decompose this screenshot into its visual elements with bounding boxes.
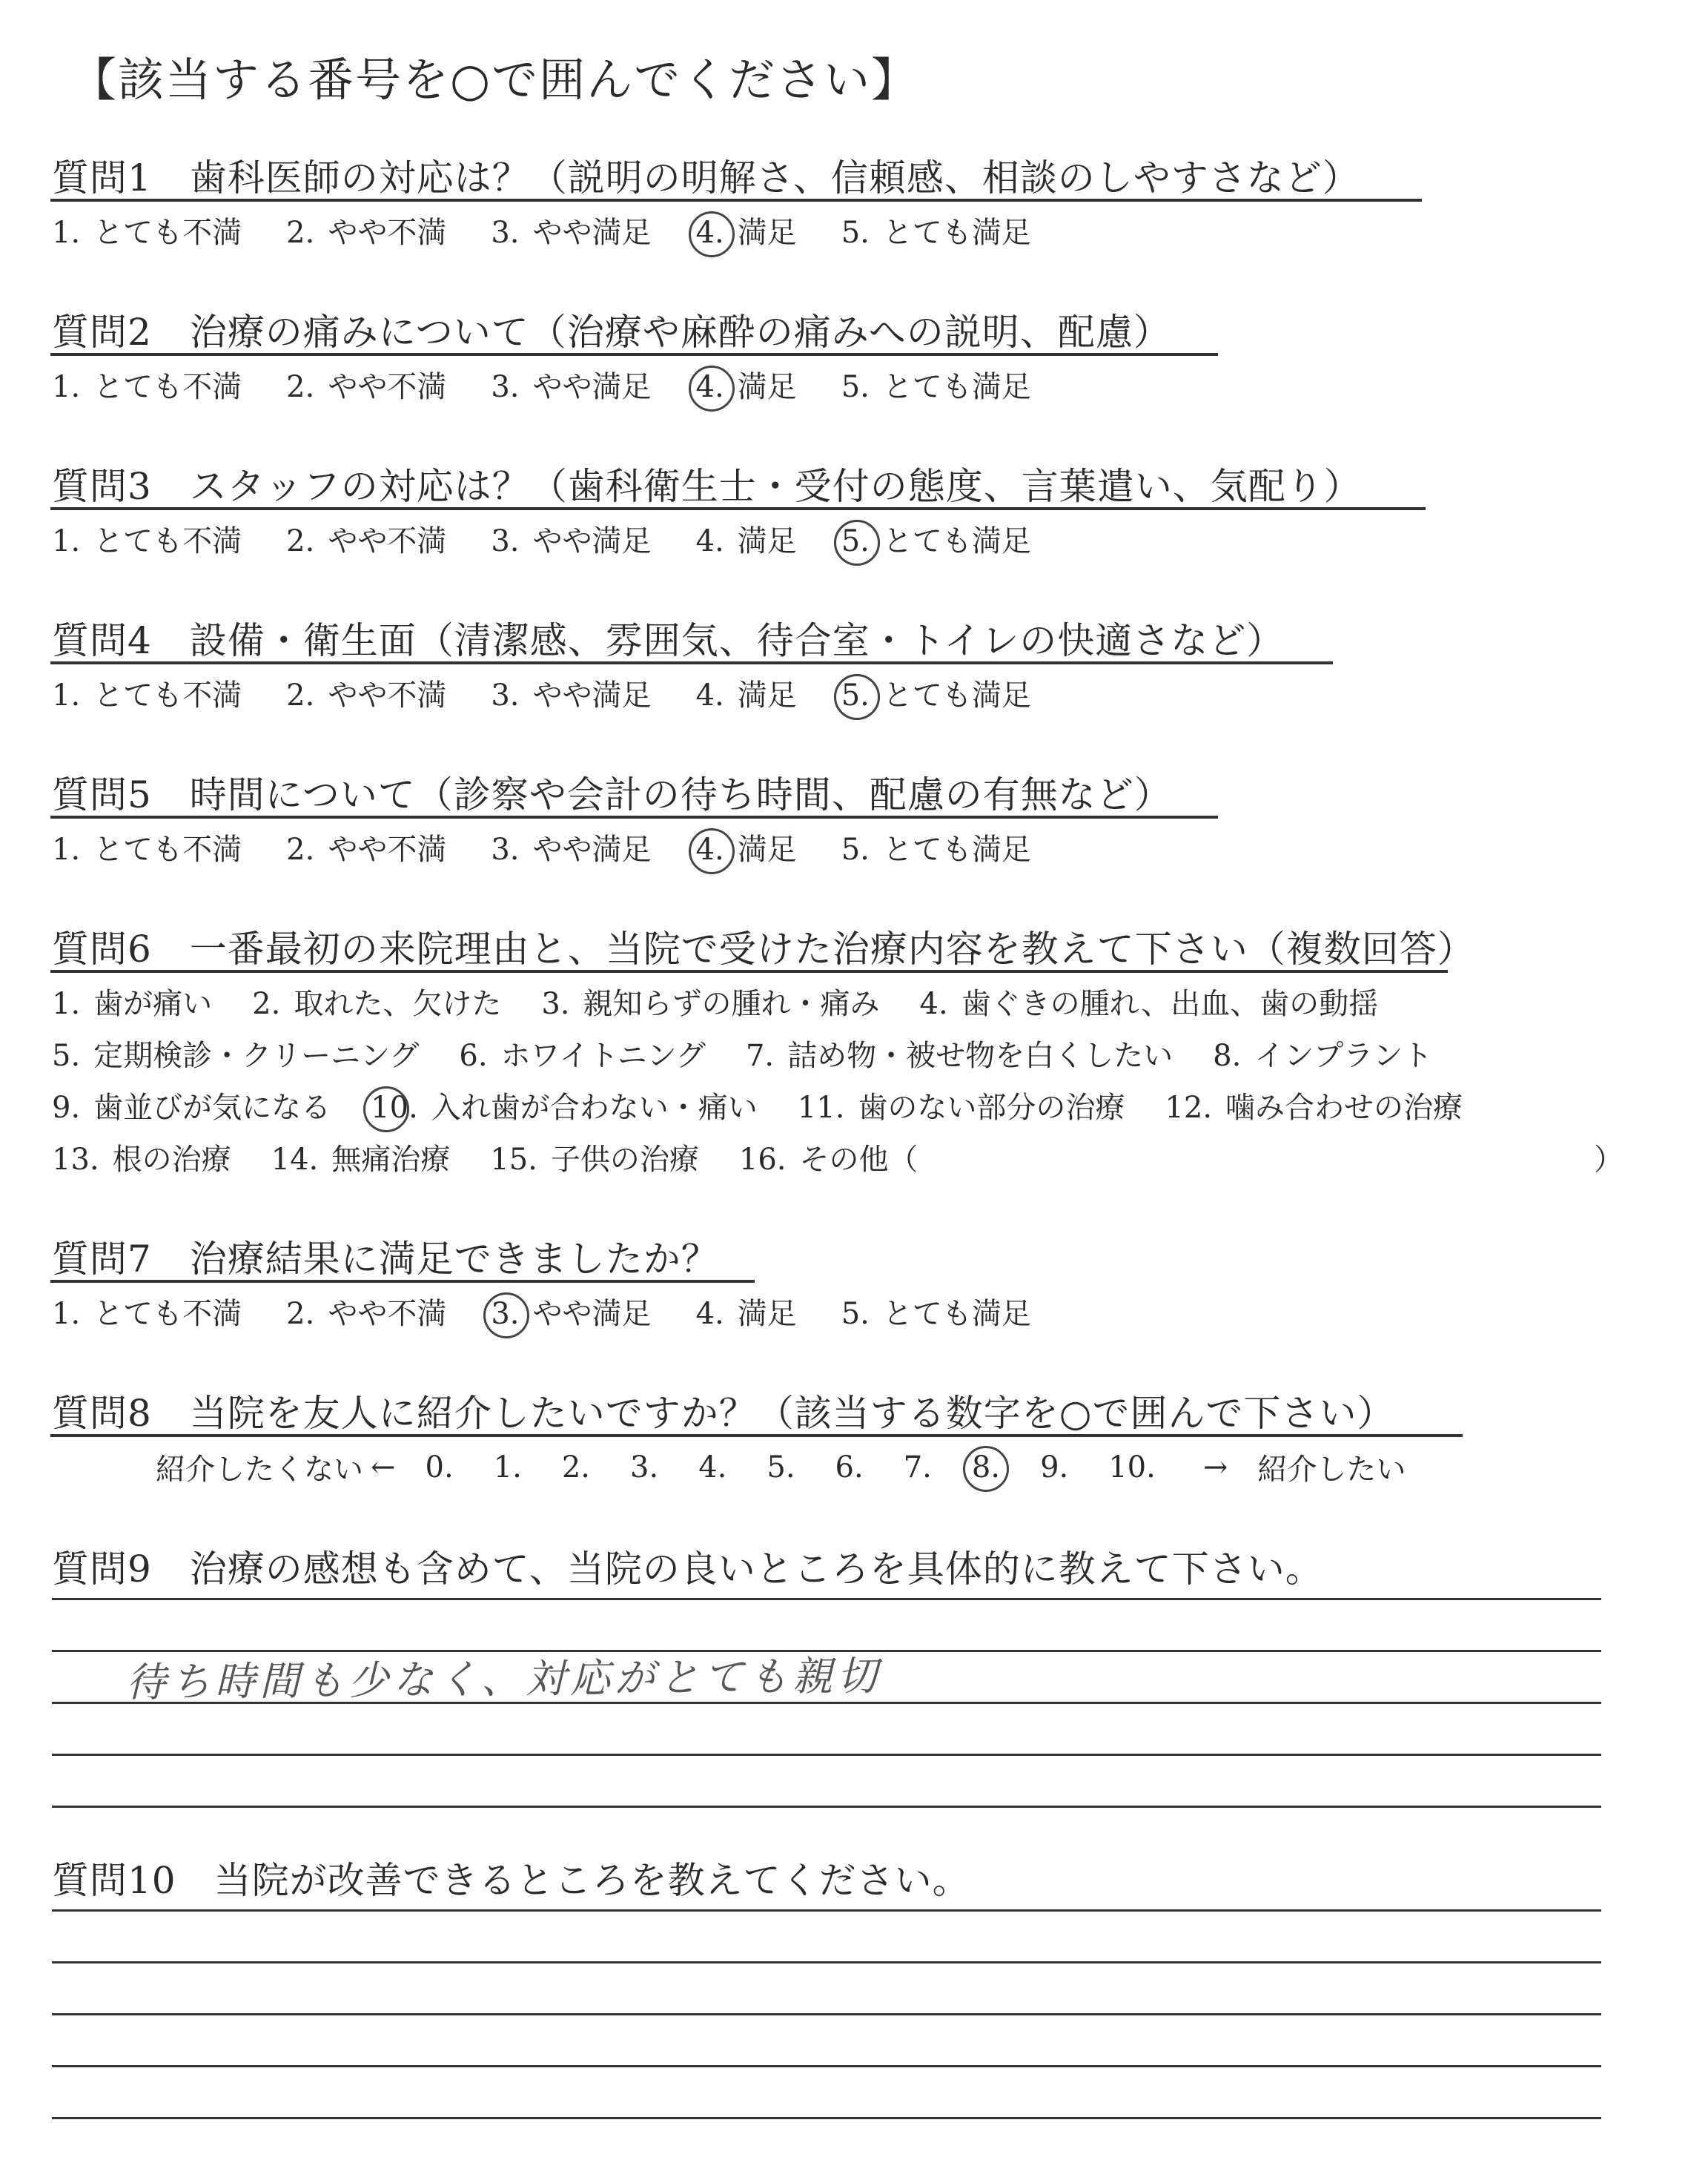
option-label: とても満足 bbox=[882, 370, 1031, 404]
answer-line bbox=[52, 1754, 1601, 1756]
option-row bbox=[52, 1084, 1503, 1136]
answer-line bbox=[52, 2065, 1601, 2067]
option-number: 4. bbox=[695, 1297, 724, 1331]
scale-left-label: 紹介したくない bbox=[156, 1453, 363, 1487]
option-number: 3. bbox=[491, 216, 520, 250]
option-label: やや満足 bbox=[532, 216, 652, 250]
other-close-paren: ） bbox=[1594, 1143, 1623, 1177]
question-6-underline bbox=[50, 970, 1448, 973]
option-number: 4. bbox=[695, 370, 724, 404]
option bbox=[696, 209, 797, 251]
option-label: 根の治療 bbox=[112, 1143, 231, 1177]
option-number: 1. bbox=[52, 678, 81, 713]
option-number: 10. bbox=[371, 1091, 418, 1125]
question-9-title: 質問9 治療の感想も含めて、当院の良いところを具体的に教えて下さい。 bbox=[52, 1548, 1323, 1591]
option bbox=[252, 980, 501, 1032]
option-label: やや満足 bbox=[532, 678, 652, 713]
option bbox=[371, 1084, 758, 1136]
option-label: やや不満 bbox=[328, 1297, 447, 1331]
option-label: 満足 bbox=[737, 524, 797, 558]
answer-line bbox=[52, 1909, 1601, 1912]
option-number: 4. bbox=[919, 987, 948, 1021]
question-4-underline bbox=[50, 661, 1333, 664]
option-label: とても満足 bbox=[882, 216, 1031, 250]
question-7-title: 質問7 治療結果に満足できましたか？ bbox=[52, 1238, 719, 1281]
option bbox=[52, 1084, 331, 1136]
option-label: やや不満 bbox=[328, 216, 447, 250]
option-number: 1. bbox=[52, 833, 81, 867]
option bbox=[52, 518, 242, 560]
scale-item: 10. bbox=[1108, 1450, 1156, 1484]
option-number: 4. bbox=[695, 216, 724, 250]
question-2-options bbox=[52, 363, 1076, 406]
option-label: 無痛治療 bbox=[331, 1143, 451, 1177]
option bbox=[286, 209, 446, 251]
scale-item: 7. bbox=[903, 1450, 932, 1484]
option-label: 満足 bbox=[737, 370, 797, 404]
option-number: 1. bbox=[52, 987, 81, 1021]
option bbox=[52, 1136, 231, 1188]
option-number: 12. bbox=[1165, 1091, 1213, 1125]
option-number: 2. bbox=[286, 833, 315, 867]
option-number: 5. bbox=[841, 216, 870, 250]
option bbox=[841, 1290, 1031, 1332]
option-number: 3. bbox=[541, 987, 570, 1021]
option-label: やや満足 bbox=[532, 524, 652, 558]
option-label: 取れた、欠けた bbox=[294, 987, 502, 1021]
option-label: とても満足 bbox=[882, 678, 1031, 713]
option-label: やや満足 bbox=[532, 370, 652, 404]
option bbox=[696, 826, 797, 868]
option-label: とても不満 bbox=[93, 216, 242, 250]
question-8-underline bbox=[50, 1434, 1463, 1437]
option bbox=[1165, 1084, 1463, 1136]
option-number: 4. bbox=[695, 833, 724, 867]
option-number: 2. bbox=[286, 524, 315, 558]
option bbox=[286, 826, 446, 868]
option-number: 2. bbox=[286, 1297, 315, 1331]
question-5-underline bbox=[50, 816, 1218, 819]
option-number: 5. bbox=[841, 1297, 870, 1331]
question-4-title: 質問4 設備・衛生面（清潔感、雰囲気、待合室・トイレの快適さなど） bbox=[52, 619, 1285, 662]
option-label: やや不満 bbox=[328, 370, 447, 404]
left-arrow-icon: ← bbox=[371, 1450, 396, 1484]
option-label: とても不満 bbox=[93, 1297, 242, 1331]
option bbox=[841, 209, 1031, 251]
option bbox=[841, 363, 1031, 406]
question-7-options bbox=[52, 1290, 1076, 1332]
option-label: 満足 bbox=[737, 1297, 797, 1331]
option bbox=[459, 1032, 706, 1084]
option-label: とても不満 bbox=[93, 678, 242, 713]
option-number: 2. bbox=[252, 987, 281, 1021]
form-heading: 【該当する番号を○で囲んでください】 bbox=[70, 53, 919, 107]
option-label: とても満足 bbox=[882, 833, 1031, 867]
option-label: 子供の治療 bbox=[550, 1143, 699, 1177]
option-number: 1. bbox=[52, 370, 81, 404]
question-2-title: 質問2 治療の痛みについて（治療や麻酔の痛みへの説明、配慮） bbox=[52, 311, 1171, 354]
option-row bbox=[52, 1032, 1503, 1084]
option-number: 3. bbox=[491, 524, 520, 558]
option-number: 8. bbox=[1213, 1039, 1242, 1073]
option-number: 6. bbox=[459, 1039, 488, 1073]
question-3-options bbox=[52, 518, 1076, 560]
option-number: 15. bbox=[490, 1143, 537, 1177]
option-number: 1. bbox=[52, 524, 81, 558]
option bbox=[491, 209, 651, 251]
scale-item: 4. bbox=[698, 1450, 727, 1484]
option bbox=[286, 518, 446, 560]
option-number: 14. bbox=[271, 1143, 319, 1177]
option-row bbox=[52, 1136, 1503, 1188]
option-label: やや満足 bbox=[532, 833, 652, 867]
option-number: 1. bbox=[52, 1297, 81, 1331]
scale-right-label: 紹介したい bbox=[1257, 1453, 1406, 1487]
option-label: 満足 bbox=[737, 678, 797, 713]
option-row bbox=[52, 980, 1503, 1032]
option-number: 9. bbox=[52, 1091, 81, 1125]
option-number: 7. bbox=[745, 1039, 775, 1073]
question-7-underline bbox=[50, 1280, 755, 1283]
option-label: ホワイトニング bbox=[500, 1039, 706, 1073]
scale-item: 9. bbox=[1040, 1450, 1069, 1484]
option bbox=[746, 1032, 1173, 1084]
option bbox=[286, 672, 446, 714]
option-label: とても満足 bbox=[882, 1297, 1031, 1331]
right-arrow-icon: → bbox=[1202, 1450, 1228, 1484]
option bbox=[52, 209, 242, 251]
scale-item: 1. bbox=[493, 1450, 522, 1484]
option-label: とても満足 bbox=[882, 524, 1031, 558]
question-6-options bbox=[52, 980, 1503, 1188]
option-label: やや不満 bbox=[328, 524, 447, 558]
option bbox=[52, 980, 212, 1032]
option bbox=[841, 672, 1031, 714]
option-label: とても不満 bbox=[93, 524, 242, 558]
question-10-title: 質問10 当院が改善できるところを教えてください。 bbox=[52, 1859, 970, 1902]
answer-line bbox=[52, 1806, 1601, 1808]
option-label: その他（ bbox=[799, 1143, 918, 1177]
option-number: 5. bbox=[52, 1039, 81, 1073]
option-number: 1. bbox=[52, 216, 81, 250]
option-label: 詰め物・被せ物を白くしたい bbox=[787, 1039, 1174, 1073]
option-number: 5. bbox=[841, 524, 870, 558]
option bbox=[491, 1290, 651, 1332]
option bbox=[841, 826, 1031, 868]
option-number: 13. bbox=[52, 1143, 99, 1177]
option-label: 定期検診・クリーニング bbox=[93, 1039, 420, 1073]
answer-line bbox=[52, 2117, 1601, 2119]
question-8-title: 質問8 当院を友人に紹介したいですか？（該当する数字を○で囲んで下さい） bbox=[52, 1392, 1395, 1435]
option-number: 5. bbox=[841, 370, 870, 404]
answer-line bbox=[52, 1961, 1601, 1964]
option bbox=[271, 1136, 451, 1188]
option bbox=[491, 518, 651, 560]
scale-item: 5. bbox=[767, 1450, 795, 1484]
question-1-title: 質問1 歯科医師の対応は？（説明の明解さ、信頼感、相談のしやすさなど） bbox=[52, 156, 1360, 199]
scale-items bbox=[426, 1450, 1196, 1484]
option bbox=[696, 672, 797, 714]
option bbox=[739, 1136, 918, 1188]
option-label: 入れ歯が合わない・痛い bbox=[431, 1091, 758, 1125]
option bbox=[491, 672, 651, 714]
question-3-title: 質問3 スタッフの対応は？（歯科衛生士・受付の態度、言葉遣い、気配り） bbox=[52, 465, 1362, 508]
question-4-options bbox=[52, 672, 1076, 714]
option-number: 2. bbox=[286, 370, 315, 404]
option bbox=[696, 363, 797, 406]
option bbox=[541, 980, 879, 1032]
question-3-underline bbox=[50, 507, 1426, 510]
option bbox=[841, 518, 1031, 560]
question-1-underline bbox=[50, 199, 1422, 202]
option-label: 歯が痛い bbox=[93, 987, 213, 1021]
option bbox=[1213, 1032, 1432, 1084]
option bbox=[490, 1136, 699, 1188]
scale-item: 3. bbox=[630, 1450, 659, 1484]
question-5-options bbox=[52, 826, 1076, 868]
answer-line bbox=[52, 2013, 1601, 2015]
question-1-options bbox=[52, 209, 1076, 251]
option-label: 親知らずの腫れ・痛み bbox=[583, 987, 880, 1021]
option-label: とても不満 bbox=[93, 370, 242, 404]
option bbox=[920, 980, 1379, 1032]
option-number: 16. bbox=[738, 1143, 787, 1177]
question-8-scale bbox=[156, 1446, 1406, 1488]
option-number: 4. bbox=[695, 678, 724, 713]
option bbox=[286, 363, 446, 406]
option-label: 歯のない部分の治療 bbox=[858, 1091, 1125, 1125]
option-label: 歯ぐきの腫れ、出血、歯の動揺 bbox=[961, 987, 1379, 1021]
scale-item: 6. bbox=[835, 1450, 864, 1484]
question-5-title: 質問5 時間について（診察や会計の待ち時間、配慮の有無など） bbox=[52, 773, 1172, 816]
option-number: 2. bbox=[286, 678, 315, 713]
option bbox=[696, 1290, 797, 1332]
option bbox=[491, 826, 651, 868]
option bbox=[52, 363, 242, 406]
option-number: 3. bbox=[491, 833, 520, 867]
option-number: 3. bbox=[491, 678, 520, 713]
option-label: 満足 bbox=[737, 216, 797, 250]
option-label: やや満足 bbox=[532, 1297, 652, 1331]
question-2-underline bbox=[50, 353, 1218, 356]
scale-item: 2. bbox=[561, 1450, 591, 1484]
question-6-title: 質問6 一番最初の来院理由と、当院で受けた治療内容を教えて下さい（複数回答） bbox=[52, 928, 1475, 971]
option-number: 3. bbox=[491, 370, 520, 404]
option-number: 5. bbox=[841, 833, 870, 867]
option-label: インプラント bbox=[1254, 1039, 1433, 1073]
option-label: やや不満 bbox=[328, 833, 447, 867]
option bbox=[52, 672, 242, 714]
option-number: 2. bbox=[286, 216, 315, 250]
option-number: 11. bbox=[797, 1091, 845, 1125]
option bbox=[286, 1290, 446, 1332]
scale-item: 0. bbox=[425, 1450, 454, 1484]
option-label: 満足 bbox=[737, 833, 797, 867]
option bbox=[491, 363, 651, 406]
handwritten-answer: 待ち時間も少なく、対応がとても親切 bbox=[125, 1652, 882, 1706]
answer-line bbox=[52, 1598, 1601, 1600]
option-label: やや不満 bbox=[328, 678, 447, 713]
option-number: 3. bbox=[491, 1297, 520, 1331]
option bbox=[52, 826, 242, 868]
option-number: 5. bbox=[841, 678, 870, 713]
option-label: とても不満 bbox=[93, 833, 242, 867]
option-label: 歯並びが気になる bbox=[93, 1091, 331, 1125]
scale-item: 8. bbox=[971, 1450, 1001, 1484]
option bbox=[798, 1084, 1125, 1136]
option-number: 4. bbox=[695, 524, 724, 558]
option-label: 噛み合わせの治療 bbox=[1225, 1091, 1463, 1125]
option bbox=[52, 1032, 419, 1084]
option bbox=[696, 518, 797, 560]
option bbox=[52, 1290, 242, 1332]
